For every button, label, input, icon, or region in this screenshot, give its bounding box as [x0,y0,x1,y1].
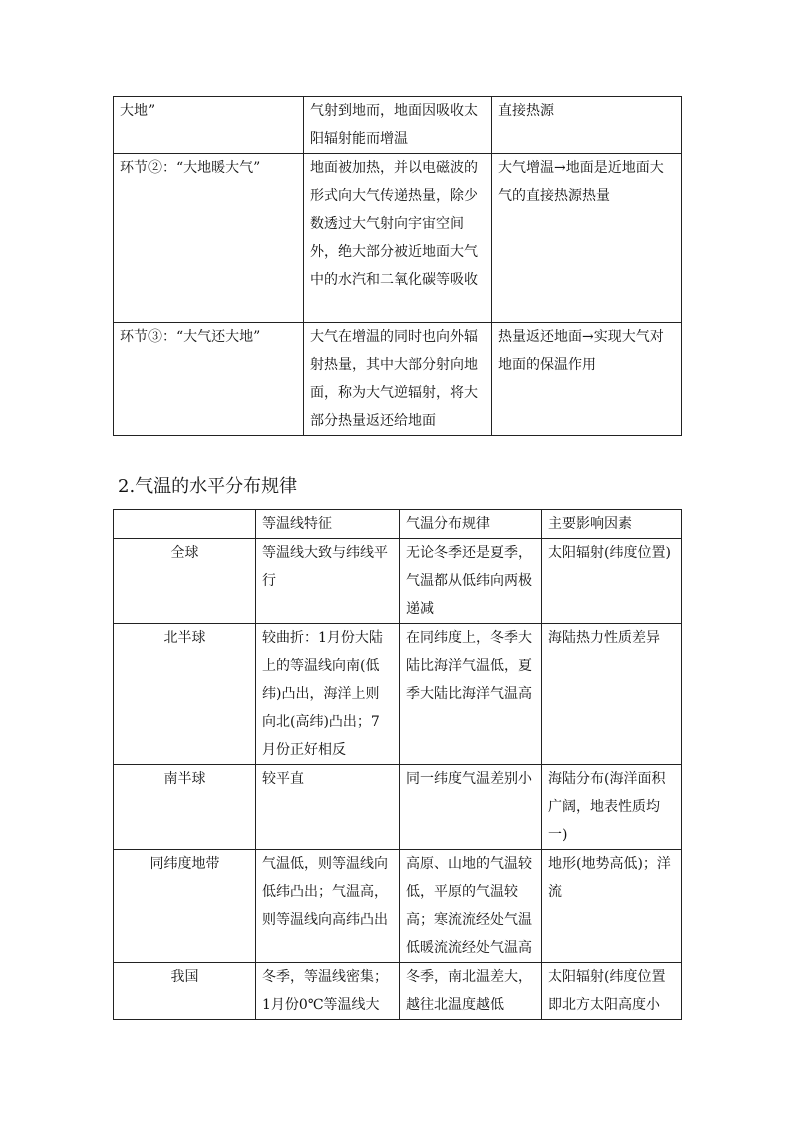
table-header-cell: 气温分布规律 [400,510,542,539]
table-row [114,323,682,436]
table-cell: 大气增温→地面是近地面大气的直接热源热量 [492,154,682,323]
table-cell: 直接热源 [492,97,682,154]
table-header-row [114,510,682,539]
table-cell: 海陆热力性质差异 [542,624,682,765]
table-cell: 环节③：“大气还大地” [114,323,304,436]
table-header-cell [114,510,256,539]
table-cell: 太阳辐射(纬度位置即北方太阳高度小 [542,963,682,1020]
table-header-cell: 等温线特征 [256,510,400,539]
table-cell: 高原、山地的气温较低，平原的气温较高；寒流流经处气温低暖流流经处气温高 [400,850,542,963]
table-row [114,850,682,963]
row-label-cell: 南半球 [114,765,256,850]
row-label-cell: 同纬度地带 [114,850,256,963]
table-cell: 较平直 [256,765,400,850]
table-cell: 地面被加热，并以电磁波的形式向大气传递热量，除少数透过大气射向宇宙空间外，绝大部分被近地面大气中的水汽和二氧化碳等吸收 [304,154,492,323]
table-cell: 无论冬季还是夏季，气温都从低纬向两极递减 [400,539,542,624]
table-cell: 环节②：“大地暖大气” [114,154,304,323]
table-cell: 气温低，则等温线向低纬凸出；气温高，则等温线向高纬凸出 [256,850,400,963]
temperature-distribution-table [113,509,682,1020]
table-cell: 地形(地势高低)；洋流 [542,850,682,963]
table-cell: 海陆分布(海洋面积广阔，地表性质均一) [542,765,682,850]
table-header-cell: 主要影响因素 [542,510,682,539]
row-label-cell: 全球 [114,539,256,624]
table-row [114,624,682,765]
table-row [114,765,682,850]
table-row [114,154,682,323]
table-cell: 冬季，南北温差大，越往北温度越低 [400,963,542,1020]
table-cell: 冬季，等温线密集；1月份0℃等温线大 [256,963,400,1020]
table-cell: 太阳辐射(纬度位置) [542,539,682,624]
table-row [114,97,682,154]
table-cell: 在同纬度上，冬季大陆比海洋气温低，夏季大陆比海洋气温高 [400,624,542,765]
section-title: 2.气温的水平分布规律 [118,476,298,497]
table-cell: 大地” [114,97,304,154]
table-cell: 同一纬度气温差别小 [400,765,542,850]
table-row [114,963,682,1020]
table-cell: 大气在增温的同时也向外辐射热量，其中大部分射向地面，称为大气逆辐射，将大部分热量返还给地面 [304,323,492,436]
table-cell: 等温线大致与纬线平行 [256,539,400,624]
heating-process-table [113,96,682,436]
table-row [114,539,682,624]
table-cell: 热量返还地面→实现大气对地面的保温作用 [492,323,682,436]
table-cell: 较曲折：1月份大陆上的等温线向南(低纬)凸出，海洋上则向北(高纬)凸出；7月份正好相反 [256,624,400,765]
row-label-cell: 我国 [114,963,256,1020]
row-label-cell: 北半球 [114,624,256,765]
table-cell: 气射到地而，地面因吸收太阳辐射能而增温 [304,97,492,154]
